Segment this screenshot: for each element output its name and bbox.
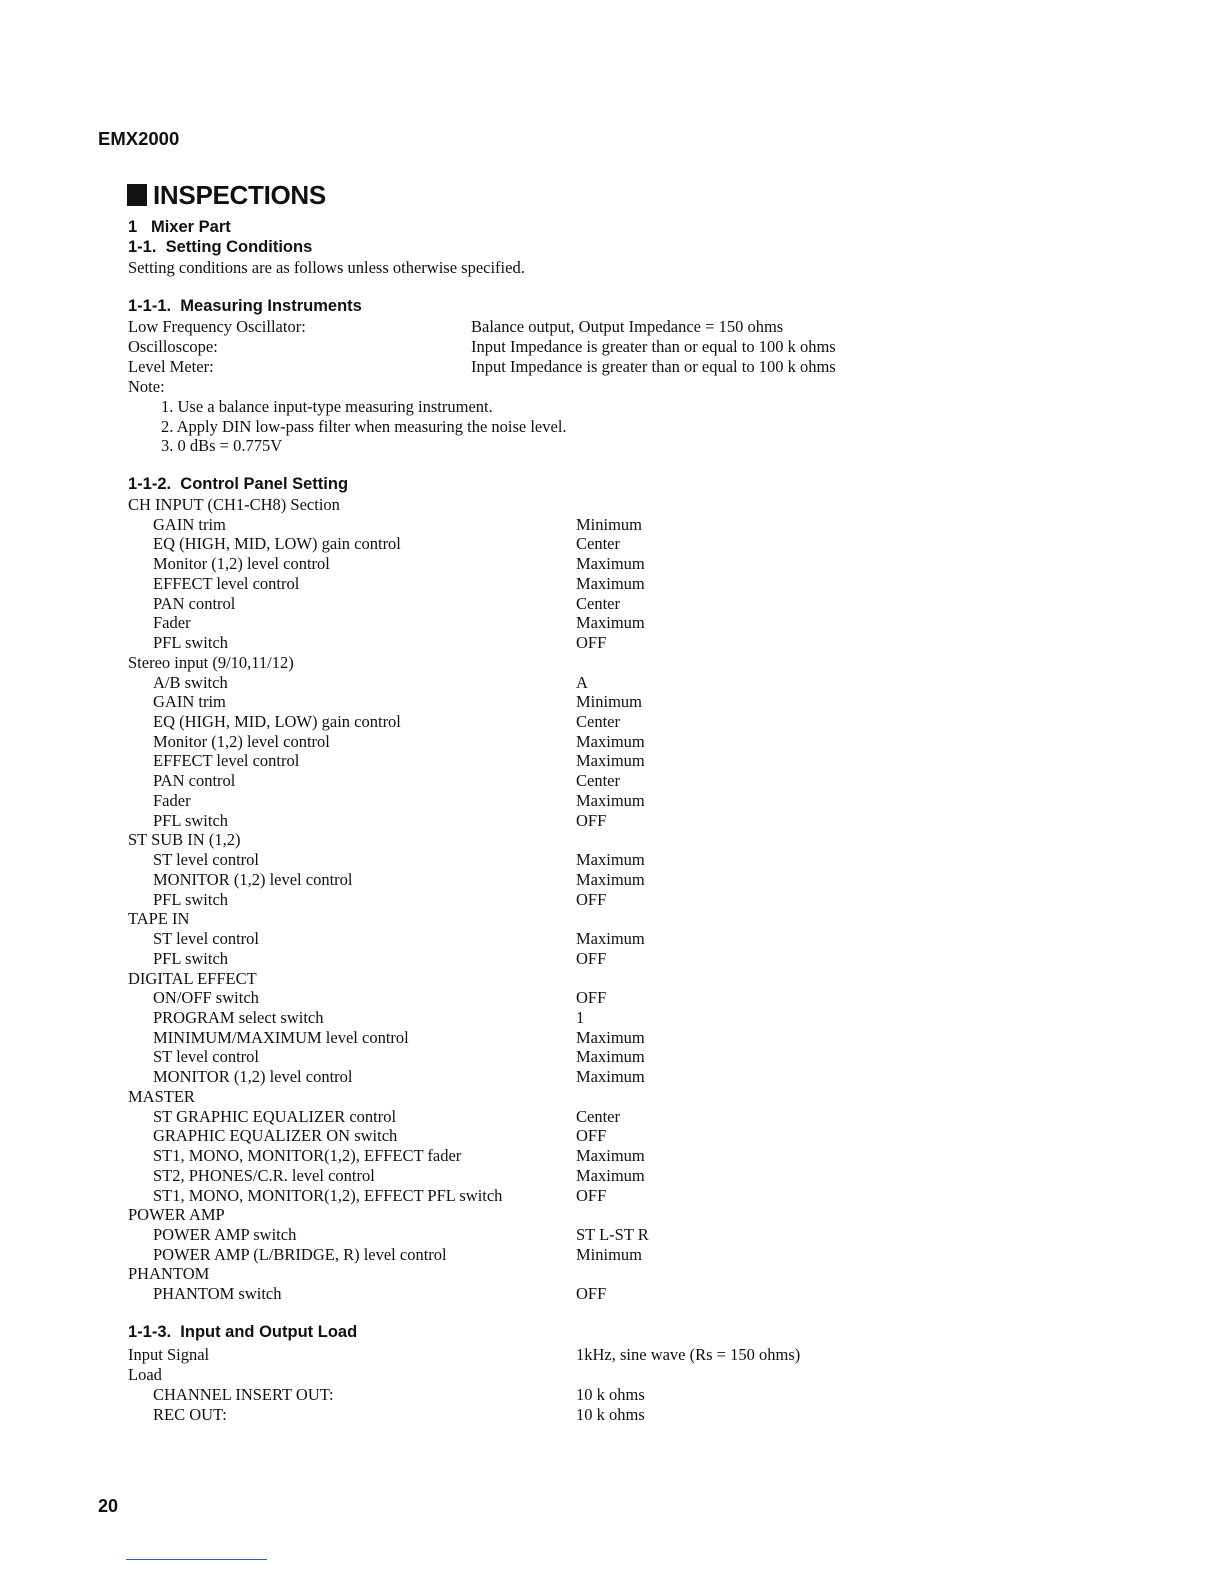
setting-label: MONITOR (1,2) level control bbox=[153, 869, 353, 889]
setting-value: A bbox=[576, 672, 588, 692]
instrument-spec: Balance output, Output Impedance = 150 ohms bbox=[471, 317, 784, 336]
setting-label: Monitor (1,2) level control bbox=[153, 554, 330, 574]
note-item: 3. 0 dBs = 0.775V bbox=[161, 436, 283, 455]
section-title: Control Panel Setting bbox=[180, 475, 349, 493]
page-title-text: INSPECTIONS bbox=[153, 180, 326, 210]
control-setting-row-group bbox=[0, 830, 1224, 850]
setting-value: 10 k ohms bbox=[576, 1385, 645, 1404]
control-setting-row bbox=[0, 850, 1224, 870]
setting-label: MASTER bbox=[128, 1086, 195, 1106]
note-label: Note: bbox=[128, 377, 165, 396]
control-setting-row bbox=[0, 515, 1224, 535]
control-setting-row bbox=[0, 1225, 1224, 1245]
setting-label: Load bbox=[128, 1365, 162, 1384]
setting-label: Monitor (1,2) level control bbox=[153, 731, 330, 751]
setting-value: Maximum bbox=[576, 790, 645, 810]
control-setting-row bbox=[0, 1245, 1224, 1265]
section-heading-mixer-part bbox=[128, 218, 231, 237]
setting-value: Maximum bbox=[576, 850, 645, 870]
note-item: 1. Use a balance input-type measuring instrument. bbox=[161, 397, 493, 416]
setting-value: Maximum bbox=[576, 1067, 645, 1087]
control-setting-row-group bbox=[0, 909, 1224, 929]
setting-label: GRAPHIC EQUALIZER ON switch bbox=[153, 1126, 398, 1146]
setting-label: ON/OFF switch bbox=[153, 988, 259, 1008]
setting-value: Maximum bbox=[576, 554, 645, 574]
control-setting-row-group bbox=[0, 1205, 1224, 1225]
control-setting-row bbox=[0, 712, 1224, 732]
control-setting-row-group bbox=[0, 969, 1224, 989]
setting-value: Maximum bbox=[576, 1027, 645, 1047]
control-setting-row bbox=[0, 534, 1224, 554]
setting-label: ST1, MONO, MONITOR(1,2), EFFECT fader bbox=[153, 1146, 462, 1166]
control-setting-row bbox=[0, 1146, 1224, 1166]
setting-label: PHANTOM bbox=[128, 1264, 210, 1284]
section-heading-io-load bbox=[128, 1323, 357, 1342]
control-setting-row bbox=[0, 929, 1224, 949]
instrument-row bbox=[0, 337, 1224, 357]
setting-value: OFF bbox=[576, 810, 607, 830]
setting-label: PHANTOM switch bbox=[153, 1284, 282, 1304]
setting-value: Center bbox=[576, 534, 620, 554]
section-title: Mixer Part bbox=[150, 218, 231, 236]
setting-label: CHANNEL INSERT OUT: bbox=[153, 1385, 334, 1404]
setting-label: PROGRAM select switch bbox=[153, 1007, 324, 1027]
setting-label: DIGITAL EFFECT bbox=[128, 968, 257, 988]
control-setting-row bbox=[0, 613, 1224, 633]
setting-value: Maximum bbox=[576, 869, 645, 889]
control-setting-row bbox=[0, 1008, 1224, 1028]
load-row bbox=[0, 1405, 1224, 1425]
setting-value: Minimum bbox=[576, 692, 643, 712]
section-number: 1-1-3. bbox=[128, 1323, 172, 1341]
setting-label: ST level control bbox=[153, 929, 260, 949]
control-setting-row bbox=[0, 1186, 1224, 1206]
control-setting-row bbox=[0, 1028, 1224, 1048]
control-setting-row bbox=[0, 1107, 1224, 1127]
note-row bbox=[0, 417, 1224, 437]
setting-value: Center bbox=[576, 712, 620, 732]
setting-label: MINIMUM/MAXIMUM level control bbox=[153, 1027, 409, 1047]
model-name: EMX2000 bbox=[98, 128, 180, 149]
setting-label: EFFECT level control bbox=[153, 573, 300, 593]
control-setting-row bbox=[0, 732, 1224, 752]
control-setting-row bbox=[0, 1067, 1224, 1087]
load-row-group bbox=[0, 1365, 1224, 1385]
setting-label: ST SUB IN (1,2) bbox=[128, 830, 241, 850]
setting-value: Maximum bbox=[576, 573, 645, 593]
section-title: Input and Output Load bbox=[180, 1323, 358, 1341]
instrument-spec: Input Impedance is greater than or equal to 100 k ohms bbox=[471, 337, 836, 356]
setting-label: CH INPUT (CH1-CH8) Section bbox=[128, 495, 340, 514]
setting-label: POWER AMP bbox=[128, 1205, 225, 1225]
instrument-row bbox=[0, 357, 1224, 377]
setting-value: Center bbox=[576, 1106, 620, 1126]
instrument-name: Oscilloscope: bbox=[128, 337, 218, 356]
note-row bbox=[0, 397, 1224, 417]
control-setting-row bbox=[0, 870, 1224, 890]
control-setting-row bbox=[0, 890, 1224, 910]
section-number: 1-1. bbox=[128, 238, 157, 256]
setting-label: REC OUT: bbox=[153, 1405, 227, 1424]
setting-label: PAN control bbox=[153, 593, 236, 613]
control-setting-row bbox=[0, 988, 1224, 1008]
setting-value: OFF bbox=[576, 633, 607, 653]
control-setting-row-group bbox=[0, 495, 1224, 515]
load-row bbox=[0, 1385, 1224, 1405]
setting-value: OFF bbox=[576, 988, 607, 1008]
setting-label: A/B switch bbox=[153, 672, 228, 692]
setting-value: OFF bbox=[576, 1284, 607, 1304]
control-setting-row bbox=[0, 791, 1224, 811]
setting-label: ST1, MONO, MONITOR(1,2), EFFECT PFL switch bbox=[153, 1185, 503, 1205]
setting-value: ST L-ST R bbox=[576, 1225, 649, 1244]
setting-value: OFF bbox=[576, 1185, 607, 1205]
setting-label: ST GRAPHIC EQUALIZER control bbox=[153, 1106, 397, 1126]
setting-label: ST level control bbox=[153, 850, 260, 870]
setting-conditions-intro: Setting conditions are as follows unless otherwise specified. bbox=[128, 258, 525, 277]
control-setting-row bbox=[0, 1166, 1224, 1186]
control-setting-row bbox=[0, 1047, 1224, 1067]
control-setting-row-group bbox=[0, 1087, 1224, 1107]
instrument-spec: Input Impedance is greater than or equal to 100 k ohms bbox=[471, 357, 836, 376]
section-number: 1-1-2. bbox=[128, 475, 172, 493]
setting-label: PFL switch bbox=[153, 948, 229, 968]
section-number: 1 bbox=[128, 218, 138, 236]
setting-label: Input Signal bbox=[128, 1345, 210, 1364]
square-bullet-icon bbox=[127, 184, 147, 206]
control-setting-row-group bbox=[0, 1264, 1224, 1284]
setting-value: 1kHz, sine wave (Rs = 150 ohms) bbox=[576, 1345, 801, 1364]
load-row-group bbox=[0, 1345, 1224, 1365]
setting-label: EQ (HIGH, MID, LOW) gain control bbox=[153, 712, 401, 732]
setting-label: POWER AMP switch bbox=[153, 1225, 297, 1244]
setting-label: GAIN trim bbox=[153, 514, 226, 534]
setting-label: PAN control bbox=[153, 771, 236, 791]
control-setting-row bbox=[0, 554, 1224, 574]
control-setting-row bbox=[0, 771, 1224, 791]
control-setting-row bbox=[0, 594, 1224, 614]
page-number: 20 bbox=[98, 1496, 119, 1516]
setting-value: Minimum bbox=[576, 514, 643, 534]
control-setting-row-group bbox=[0, 653, 1224, 673]
control-setting-row bbox=[0, 673, 1224, 693]
setting-label: Fader bbox=[153, 613, 191, 633]
setting-value: 10 k ohms bbox=[576, 1405, 645, 1424]
setting-label: Stereo input (9/10,11/12) bbox=[128, 652, 294, 672]
setting-value: Center bbox=[576, 593, 620, 613]
setting-value: Maximum bbox=[576, 929, 645, 949]
instrument-name: Level Meter: bbox=[128, 357, 214, 376]
setting-value: Maximum bbox=[576, 613, 645, 633]
setting-label: TAPE IN bbox=[128, 909, 190, 929]
control-setting-row bbox=[0, 574, 1224, 594]
setting-value: OFF bbox=[576, 1126, 607, 1146]
control-setting-row bbox=[0, 633, 1224, 653]
setting-value: Maximum bbox=[576, 1146, 645, 1166]
setting-value: Maximum bbox=[576, 731, 645, 751]
instrument-row bbox=[0, 317, 1224, 337]
control-setting-row bbox=[0, 1284, 1224, 1304]
setting-label: MONITOR (1,2) level control bbox=[153, 1067, 353, 1087]
setting-value: Maximum bbox=[576, 751, 645, 771]
setting-label: PFL switch bbox=[153, 889, 229, 909]
page-title bbox=[127, 180, 326, 211]
instrument-name: Low Frequency Oscillator: bbox=[128, 317, 306, 336]
section-heading-control-panel bbox=[128, 475, 348, 494]
section-number: 1-1-1. bbox=[128, 297, 172, 315]
section-heading-measuring-instruments bbox=[128, 297, 362, 316]
control-setting-row bbox=[0, 811, 1224, 831]
footer-divider bbox=[126, 1559, 267, 1560]
note-item: 2. Apply DIN low-pass filter when measuring the noise level. bbox=[161, 416, 567, 436]
setting-value: OFF bbox=[576, 889, 607, 909]
setting-label: ST level control bbox=[153, 1047, 260, 1067]
section-title: Setting Conditions bbox=[165, 238, 313, 256]
control-setting-row bbox=[0, 949, 1224, 969]
setting-label: EFFECT level control bbox=[153, 751, 300, 771]
setting-value: OFF bbox=[576, 948, 607, 968]
control-setting-row bbox=[0, 692, 1224, 712]
setting-label: Fader bbox=[153, 790, 191, 810]
note-row bbox=[0, 436, 1224, 456]
control-setting-row bbox=[0, 751, 1224, 771]
setting-label: EQ (HIGH, MID, LOW) gain control bbox=[153, 534, 401, 554]
section-heading-setting-conditions bbox=[128, 238, 312, 257]
setting-label: ST2, PHONES/C.R. level control bbox=[153, 1165, 375, 1185]
section-title: Measuring Instruments bbox=[180, 297, 362, 315]
setting-value: Center bbox=[576, 771, 620, 791]
setting-label: GAIN trim bbox=[153, 692, 226, 712]
setting-value: Maximum bbox=[576, 1047, 645, 1067]
setting-value: 1 bbox=[576, 1007, 585, 1027]
control-setting-row bbox=[0, 1126, 1224, 1146]
setting-label: PFL switch bbox=[153, 810, 229, 830]
setting-value: Minimum bbox=[576, 1244, 643, 1264]
setting-label: PFL switch bbox=[153, 633, 229, 653]
setting-value: Maximum bbox=[576, 1165, 645, 1185]
setting-label: POWER AMP (L/BRIDGE, R) level control bbox=[153, 1244, 447, 1264]
